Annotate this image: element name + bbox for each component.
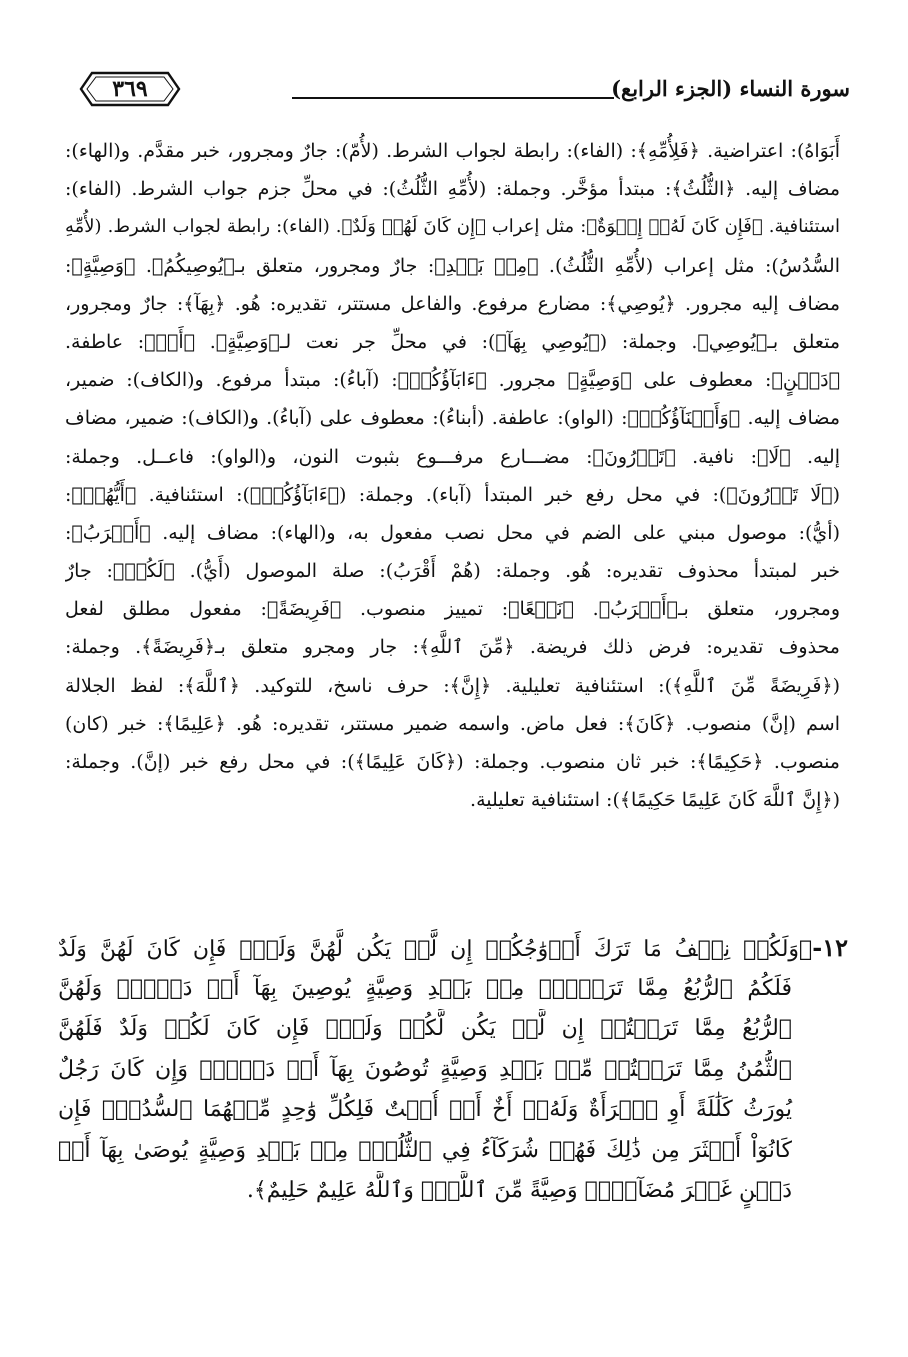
commentary-block bbox=[65, 132, 840, 819]
verse-line bbox=[58, 928, 848, 969]
commentary-line: (﴿إِنَّ ٱللَّهَ كَانَ عَلِيمًا حَكِيمًا﴾): استئنافية تعليلية. bbox=[470, 789, 840, 812]
quran-verse bbox=[58, 928, 848, 1212]
page-number-frame bbox=[78, 70, 182, 108]
running-head: سورة النساء (الجزء الرابع) bbox=[611, 76, 850, 101]
commentary-line: (﴿فَرِيضَةً مِّنَ ٱللَّهِ﴾): استئنافية تعليلية. ﴿إِنَّ﴾: حرف ناسخ، للتوكيد. ﴿ٱللَّهَ﴾: لفظ الجلالة bbox=[65, 674, 840, 697]
commentary-line: منصوب. ﴿حَكِيمًا﴾: خبر ثان منصوب. وجملة: (﴿كَانَ عَلِيمًا﴾): في محل رفع خبر (إنَّ). وجملة: bbox=[65, 751, 840, 773]
verse-line: ٱلرُّبُعُ مِمَّا تَرَكۡتُمۡ إِن لَّمۡ يَكُن لَّكُمۡ وَلَدٌۚ فَإِن كَانَ لَكُمۡ وَلَدٌ فَلَهُنَّ bbox=[58, 1016, 792, 1041]
commentary-line: محذوف تقديره: فرض ذلك فريضة. ﴿مِّنَ ٱللَّهِ﴾: جار ومجرو متعلق بـ﴿فَرِيضَةً﴾. وجملة: bbox=[65, 636, 840, 659]
commentary-line: إليه. ﴿لَا﴾: نافية. ﴿تَدۡرُونَ﴾: مضـــارع مرفـــوع بثبوت النون، و(الواو): فاعــل. وجملة: bbox=[65, 445, 840, 468]
page-number: ٣٦٩ bbox=[112, 76, 148, 102]
verse-line: ٱلثُّمُنُ مِمَّا تَرَكۡتُمۚ مِّنۢ بَعۡدِ وَصِيَّةٍ تُوصُونَ بِهَآ أَوۡ دَيۡنٍۗ وَإِن كَانَ رَجُلٌ bbox=[58, 1056, 792, 1082]
commentary-line: استئنافية. ﴿فَإِن كَانَ لَهُۥٓ إِخۡوَةٌ﴾: مثل إعراب ﴿إِن كَانَ لَهُمۡ وَلَدٌ﴾. (الفاء): رابطة لجواب الشرط. (لأُمِّهِ bbox=[65, 216, 840, 238]
commentary-line: السُّدُسُ): مثل إعراب (لأُمِّهِ الثُّلُثُ). ﴿مِنۢ بَعۡدِ﴾: جارٌ ومجرور، متعلق بـ﴿يُوصِيكُمُ﴾. ﴿وَصِيَّةٍ﴾: bbox=[65, 254, 840, 277]
commentary-line: مضاف إليه. ﴿وَأَبۡنَآؤُكُمۡ﴾: (الواو): عاطفة. (أبناءُ): معطوف على (آباءُ). و(الكاف): ضمير، مضاف bbox=[65, 407, 840, 430]
verse-line: يُورَثُ كَلَٰلَةً أَوِ ٱمۡرَأَةٌ وَلَهُۥٓ أَخٌ أَوۡ أُخۡتٌ فَلِكُلِّ وَٰحِدٍ مِّنۡهُمَا ٱلسُّدُسُۚ فَإِن bbox=[58, 1097, 792, 1122]
header-rule bbox=[292, 97, 614, 99]
verse-line: كَانُوٓاْ أَكۡثَرَ مِن ذَٰلِكَ فَهُمۡ شُرَكَآءُ فِي ٱلثُّلُثِۚ مِنۢ بَعۡدِ وَصِيَّةٍ يُوصَىٰ بِهَآ أَوۡ bbox=[58, 1137, 792, 1163]
verse-number: ١٢- bbox=[812, 933, 848, 962]
commentary-line: مضاف إليه مجرور. ﴿يُوصِي﴾: مضارع مرفوع. والفاعل مستتر، تقديره: هُو. ﴿بِهَآ﴾: جارٌ ومجرور، bbox=[65, 292, 840, 315]
verse-line: فَلَكُمُ ٱلرُّبُعُ مِمَّا تَرَكۡنَۚ مِنۢ بَعۡدِ وَصِيَّةٍ يُوصِينَ بِهَآ أَوۡ دَيۡنٍۚ وَلَهُنَّ bbox=[58, 975, 792, 1001]
commentary-line: اسم (إنَّ) منصوب. ﴿كَانَ﴾: فعل ماض. واسمه ضمير مستتر، تقديره: هُو. ﴿عَلِيمًا﴾: خبر (كان) bbox=[65, 712, 840, 735]
commentary-line: (أيُّ): موصول مبني على الضم في محل نصب مفعول به، و(الهاء): مضاف إليه. ﴿أَقۡرَبُ﴾: bbox=[65, 521, 840, 544]
commentary-line: مضاف إليه. ﴿الثُّلُثُ﴾: مبتدأ مؤخَّر. وجملة: (لأُمِّهِ الثُّلُثُ): في محلِّ جزم جواب الشرط. (الفاء): bbox=[65, 178, 840, 201]
commentary-line: متعلق بـ﴿يُوصِي﴾. وجملة: (﴿يُوصِي بِهَآ﴾): في محلِّ جر نعت لـ﴿وَصِيَّةٍ﴾. ﴿أَوۡ﴾: عاطفة. bbox=[65, 330, 840, 353]
commentary-line: ومجرور، متعلق بـ﴿أَقۡرَبُ﴾. ﴿نَفۡعًا﴾: تمييز منصوب. ﴿فَرِيضَةً﴾: مفعول مطلق لفعل bbox=[65, 598, 840, 621]
commentary-line: خبر لمبتدأ محذوف تقديره: هُو. وجملة: (هُمْ أَقْرَبُ): صلة الموصول (أَيُّ). ﴿لَكُمۡ﴾: جارٌ bbox=[65, 560, 840, 583]
page-header bbox=[70, 68, 850, 118]
verse-text: ﴿وَلَكُمۡ نِصۡفُ مَا تَرَكَ أَزۡوَٰجُكُمۡ إِن لَّمۡ يَكُن لَّهُنَّ وَلَدٌۚ فَإِن كَانَ لَهُنَّ وَلَدٌ bbox=[58, 937, 813, 962]
commentary-line: أَبَوَاهُ): اعتراضية. ﴿فَلِأُمِّهِ﴾: (الفاء): رابطة لجواب الشرط. (لأُمّ): جارٌ ومجرور، خبر مقدَّم. و(الهاء): bbox=[65, 140, 840, 162]
commentary-line: (﴿لَا تَدۡرُونَ﴾): في محل رفع خبر المبتدأ (آباء). وجملة: (﴿ءَابَآؤُكُمۡ﴾): استئنافية. ﴿أَيُّهُمۡ﴾: bbox=[65, 483, 840, 506]
verse-line: دَيۡنٍ غَيۡرَ مُضَآرٍّۚ وَصِيَّةً مِّنَ ٱللَّهِۗ وَٱللَّهُ عَلِيمٌ حَلِيمٌ﴾. bbox=[246, 1178, 792, 1203]
commentary-line: ﴿دَيۡنٍ﴾: معطوف على ﴿وَصِيَّةٍ﴾ مجرور. ﴿ءَابَآؤُكُمۡ﴾: (آباءُ): مبتدأ مرفوع. و(الكاف): ضمير، bbox=[65, 369, 840, 392]
